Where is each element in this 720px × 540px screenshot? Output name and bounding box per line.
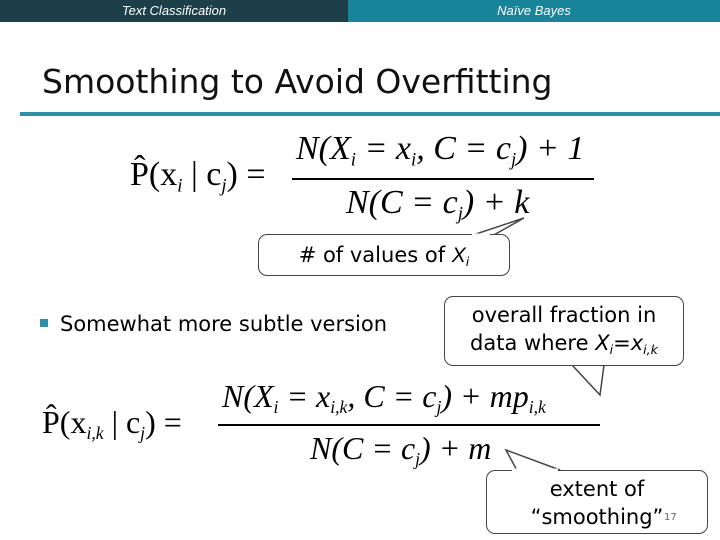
eq2-den-sub-j: j	[415, 449, 421, 470]
eq1-lhs-sub-i: i	[177, 175, 183, 197]
eq1-den-b: ) + k	[462, 184, 530, 221]
eq2-num-sub-i: i	[273, 397, 279, 418]
callout-fraction-line1: overall fraction in	[471, 303, 657, 327]
eq1-den-sub-j: j	[457, 203, 463, 225]
eq2-lhs-sub-ik: i,k	[86, 423, 104, 444]
eq1-num-b: = x	[355, 130, 412, 167]
eq2-num-sub-j: j	[436, 397, 442, 418]
eq1-lhs-mid: | c	[182, 156, 222, 193]
eq2-lhs-end: ) =	[145, 404, 182, 440]
callout-values-var-sub: i	[465, 253, 470, 269]
page-number: 17	[664, 512, 677, 523]
eq2-lhs-sub-j: j	[140, 423, 146, 444]
callout-fraction-sub2: i,k	[643, 341, 658, 357]
eq2-num-c: , C = c	[347, 378, 437, 414]
eq2-den-a: N(C = c	[310, 430, 416, 466]
header-left-label: Text Classification	[121, 3, 227, 18]
eq1-num-sub-i2: i	[411, 149, 417, 171]
eq1-num-sub-j: j	[510, 149, 517, 171]
eq1-num-d: ) + 1	[516, 130, 585, 167]
eq2-lhs-mid: | c	[103, 404, 141, 440]
callout-fraction-var1: X	[595, 331, 610, 355]
eq1-num-sub-i1: i	[350, 149, 356, 171]
eq2-den-b: ) + m	[420, 430, 492, 466]
callout-fraction-sub1: i	[609, 341, 614, 357]
bullet-text: Somewhat more subtle version	[60, 312, 388, 336]
callout-values-var: X	[451, 244, 466, 267]
eq2-num-sub-ik: i,k	[330, 397, 348, 418]
eq1-num-c: , C = c	[416, 130, 511, 167]
callout-smoothing-line1: extent of	[549, 477, 645, 501]
eq2-lhs-p: P̂(x	[42, 404, 87, 440]
eq2-num-a: N(X	[222, 378, 274, 414]
eq2-num-b: = x	[278, 378, 331, 414]
callout-fraction-line2-a: data where	[470, 331, 596, 355]
callout-fraction-var2: x	[630, 331, 644, 355]
eq2-num-d: ) + mp	[441, 378, 529, 414]
callout-values-text: # of values of	[298, 243, 452, 267]
eq1-lhs-end: ) =	[226, 156, 266, 193]
eq1-num-a: N(X	[296, 130, 351, 167]
eq1-lhs-p: P̂(x	[130, 156, 178, 193]
callout-smoothing-line2: “smoothing”	[530, 505, 664, 529]
eq1-lhs-sub-j: j	[221, 175, 227, 197]
callout-fraction-eq: =	[613, 331, 631, 355]
eq1-den-a: N(C = c	[346, 184, 458, 221]
eq2-num-sub-ik2: i,k	[528, 397, 546, 418]
header-right-label: Naïve Bayes	[497, 3, 571, 18]
slide-title: Smoothing to Avoid Overfitting	[42, 62, 553, 101]
